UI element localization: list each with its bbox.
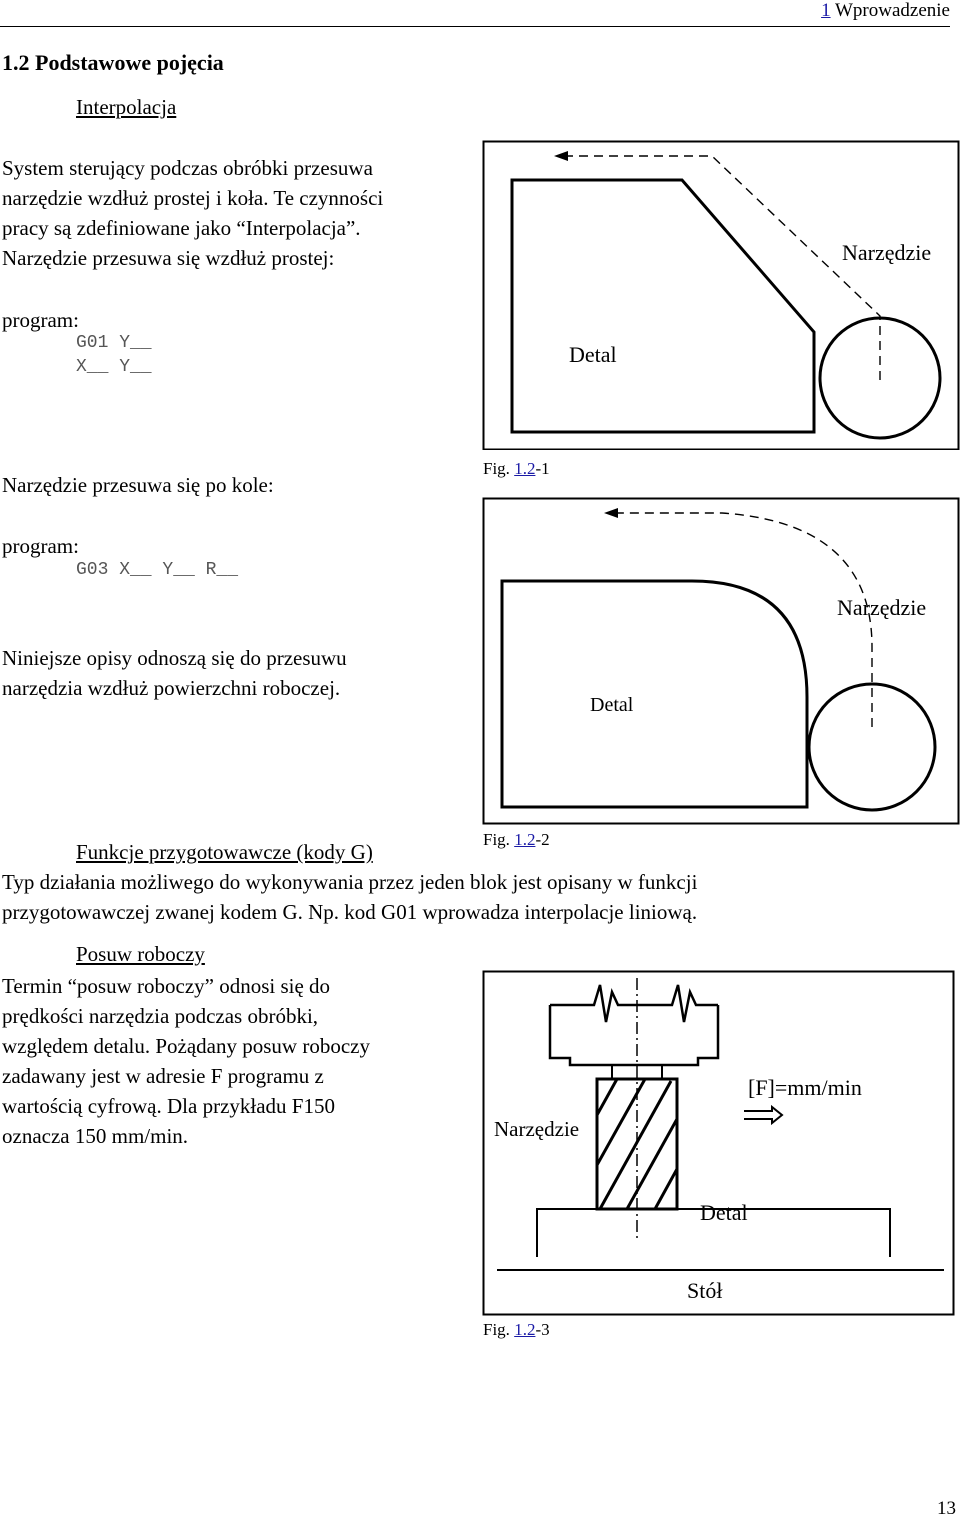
spindle-head <box>550 1005 718 1065</box>
code-line: G03 X__ Y__ R__ <box>76 560 239 580</box>
tool-label: Narzędzie <box>494 1117 580 1141</box>
figure-linear-interpolation <box>482 140 960 450</box>
para-line: pracy są zdefiniowane jako “Interpolacja”. <box>2 216 361 240</box>
posuw-line: Termin “posuw roboczy” odnosi się do <box>2 974 331 998</box>
part-outline <box>502 581 807 807</box>
chapter-link[interactable]: 1 <box>821 0 831 21</box>
posuw-line: zadawany jest w adresie F programu z <box>2 1064 324 1088</box>
code-line: X__ Y__ <box>76 357 152 377</box>
part-label: Detal <box>700 1200 748 1225</box>
funkcje-line: Typ działania możliwego do wykonywania przez jeden blok jest opisany w funkcji <box>2 870 698 894</box>
header-rule <box>0 26 950 27</box>
part-label: Detal <box>569 342 617 367</box>
para-line: narzędzie wzdłuż prostej i koła. Te czynności <box>2 186 384 210</box>
path-arrowhead <box>604 508 618 518</box>
interpolacja-heading: Interpolacja <box>76 95 177 119</box>
figure-caption: Fig. 1.2-2 <box>483 830 550 849</box>
tool-label: Narzędzie <box>842 240 932 265</box>
code-line: G01 Y__ <box>76 333 152 353</box>
posuw-line: prędkości narzędzia podczas obróbki, <box>2 1004 319 1028</box>
posuw-line: oznacza 150 mm/min. <box>2 1124 189 1148</box>
figure-circular-interpolation <box>482 497 960 827</box>
figure-feed-rate <box>482 970 957 1317</box>
figure-caption: Fig. 1.2-1 <box>483 459 550 478</box>
part-outline <box>512 180 814 432</box>
section-title: 1.2 Podstawowe pojęcia <box>2 50 224 75</box>
posuw-line: względem detalu. Pożądany posuw roboczy <box>2 1034 370 1058</box>
tool-path <box>610 513 872 727</box>
part-label: Detal <box>590 694 634 716</box>
program-label: program: <box>2 308 79 332</box>
tool-circle <box>809 684 935 810</box>
running-header <box>821 0 950 22</box>
figure-frame <box>484 499 959 824</box>
funkcje-line: przygotowawczej zwanej kodem G. Np. kod G01 wprowadza interpolacje liniową. <box>2 900 698 924</box>
feed-label: [F]=mm/min <box>748 1075 862 1100</box>
feed-arrow <box>744 1107 782 1123</box>
path-arrowhead <box>554 151 568 161</box>
funkcje-heading: Funkcje przygotowawcze (kody G) <box>76 840 373 864</box>
spindle-break-line <box>550 985 718 1022</box>
table-label: Stół <box>687 1278 723 1303</box>
page-number: 13 <box>937 1498 956 1519</box>
note-line: narzędzia wzdłuż powierzchni roboczej. <box>2 676 341 700</box>
para-line: Narzędzie przesuwa się wzdłuż prostej: <box>2 246 335 270</box>
program-label: program: <box>2 534 79 558</box>
figure-caption: Fig. 1.2-3 <box>483 1320 550 1339</box>
tool-label: Narzędzie <box>837 595 927 620</box>
posuw-heading: Posuw roboczy <box>76 942 205 966</box>
note-line: Niniejsze opisy odnoszą się do przesuwu <box>2 646 347 670</box>
posuw-line: wartością cyfrową. Dla przykładu F150 <box>2 1094 335 1118</box>
circle-intro: Narzędzie przesuwa się po kole: <box>2 473 274 497</box>
figure-frame <box>484 142 959 450</box>
chapter-title: Wprowadzenie <box>835 0 950 21</box>
para-line: System sterujący podczas obróbki przesuwa <box>2 156 373 180</box>
